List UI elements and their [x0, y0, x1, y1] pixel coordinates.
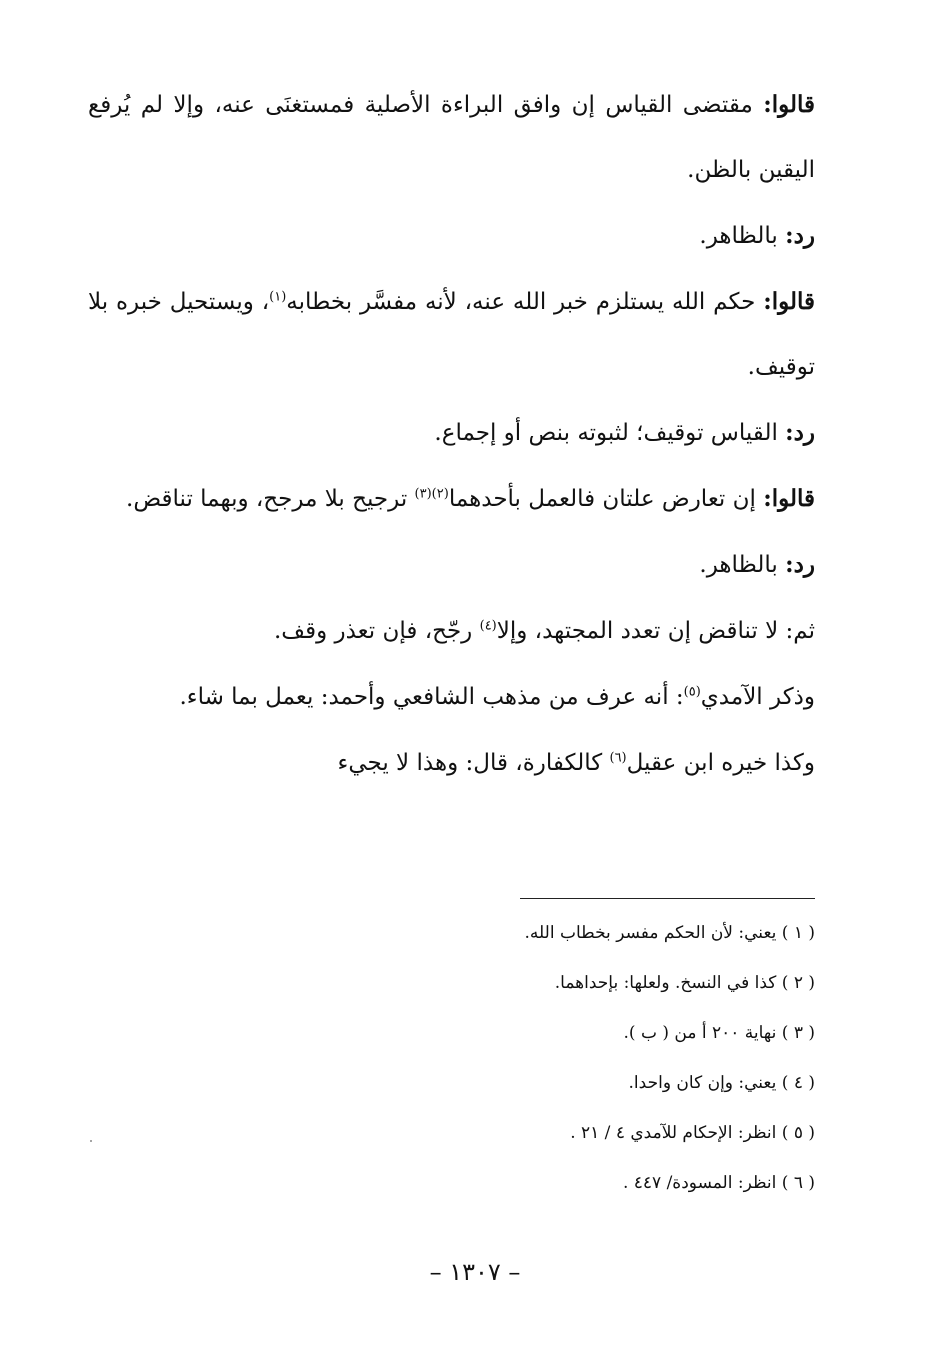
paragraph-text: وذكر الآمدي: [700, 684, 815, 710]
footnote-marker: (١): [269, 289, 287, 305]
paragraph-4: [88, 400, 815, 466]
footnote-divider: [520, 898, 815, 899]
paragraph-9: [88, 730, 815, 796]
paragraph-text: وكذا خيره ابن عقيل: [626, 750, 815, 776]
paragraph-3: [88, 269, 815, 400]
footnote-marker: (٤): [479, 618, 497, 634]
footnote-3: ( ٣ ) نهاية ٢٠٠ أ من ( ب ).: [623, 1023, 815, 1043]
paragraph-text: بالظاهر.: [699, 552, 778, 578]
footnote-2: ( ٢ ) كذا في النسخ. ولعلها: بإحداهما.: [554, 973, 815, 993]
paragraph-text: بالظاهر.: [699, 223, 778, 249]
paragraph-label: قالوا:: [763, 288, 815, 315]
paragraph-label: رد:: [785, 551, 815, 578]
main-text: [88, 72, 815, 796]
paragraph-text: حكم الله يستلزم خبر الله عنه، لأنه مفسَّر بخطابه: [286, 289, 756, 315]
paragraph-7: [88, 598, 815, 664]
footnotes: [215, 908, 815, 1208]
paragraph-text-after: ، ويستحيل خبره بلا توقيف.: [88, 289, 815, 380]
paragraph-label: قالوا:: [763, 485, 815, 512]
paragraph-text-after: كالكفارة، قال: وهذا لا يجيء: [337, 750, 610, 776]
paragraph-label: قالوا:: [763, 91, 815, 118]
paragraph-text: إن تعارض علتان فالعمل بأحدهما: [448, 486, 756, 512]
paragraph-6: [88, 532, 815, 598]
paragraph-text: القياس توقيف؛ لثبوته بنص أو إجماع.: [434, 420, 778, 446]
footnote-6: ( ٦ ) انظر: المسودة/ ٤٤٧ .: [622, 1173, 815, 1193]
footnote-4: ( ٤ ) يعني: وإن كان واحدا.: [628, 1073, 815, 1093]
footnote-5: ( ٥ ) انظر: الإحكام للآمدي ٤ / ٢١ .: [570, 1123, 815, 1143]
footnote-marker: (٢)(٣): [414, 486, 449, 502]
footnote-1: ( ١ ) يعني: لأن الحكم مفسر بخطاب الله.: [524, 923, 815, 943]
footnote-marker: (٦): [609, 750, 627, 766]
paragraph-text: ثم: لا تناقض إن تعدد المجتهد، وإلا: [496, 618, 815, 644]
paragraph-label: رد:: [785, 419, 815, 446]
page-number: – ١٣٠٧ –: [429, 1258, 521, 1286]
paragraph-1: [88, 72, 815, 203]
paragraph-8: [88, 664, 815, 730]
scan-speck: [90, 1140, 92, 1142]
paragraph-2: [88, 203, 815, 269]
paragraph-text: مقتضى القياس إن وافق البراءة الأصلية فمستغنَى عنه، وإلا لم يُرفع اليقين بالظن.: [88, 92, 815, 183]
paragraph-text-after: رجّح، فإن تعذر وقف.: [273, 618, 480, 644]
footnote-marker: (٥): [683, 684, 701, 700]
paragraph-5: [88, 466, 815, 532]
paragraph-text-after: : أنه عرف من مذهب الشافعي وأحمد: يعمل بما شاء.: [179, 684, 684, 710]
paragraph-label: رد:: [785, 222, 815, 249]
paragraph-text-after: ترجيح بلا مرجح، وبهما تناقض.: [126, 486, 415, 512]
